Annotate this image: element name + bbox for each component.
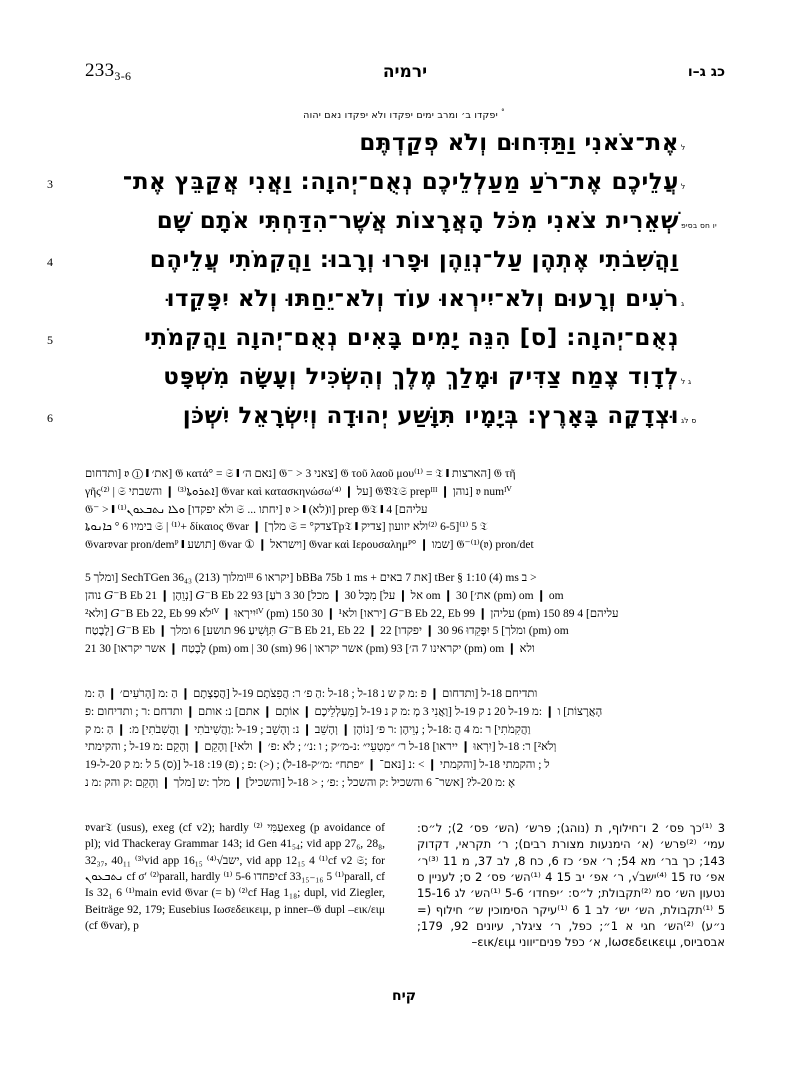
masora-parva: יו חס בסיפ [681,221,717,230]
hebrew-verse-text: שְׁאֵרִית צֹאנִי מִכֹּל הָאֲרָצוֹת אֲשֶׁר־הִדַּחְתִּי אֹתָם שָׁם [156,208,679,234]
apparatus-line: ותדחום] 𝔳 ① ❙ את׳] 𝔊 κατά° = 𝔖 ❙ נאם ה׳] 𝔊⁻ > 3 צאני] 𝔊 τοῦ λαοῦ μου⁽¹⁾ = 𝔗 ❙ הארצות] 𝔊 τῆ [85,468,516,480]
text-line [85,132,725,171]
chapter-verse-reference: כג ג–ו [687,64,725,80]
hebrew-verse-text: רֹעִים וְרָעוּם וְלֹא־יִירְאוּ עוֹד וְלֹא־יֵחַתּוּ וְלֹא יִפָּקֵדוּ [166,286,679,312]
text-line [85,288,725,327]
apparatus-line: 5 ומלך] SechTGen 36₄₃ (213) ומלוךᴵᴵᴵ 6 יקראו] bBBa 75b 1 ms + את 7 באים] tBer § 1:10 (4) ms ב > [85,572,537,584]
notes-left-column [85,820,385,934]
hebrew-verse-text: וַהֲשִׁבֹתִי אֶתְהֶן עַל־נְוֵהֶן וּפָרוּ וְרָבוּ: וַהֲקִמֹתִי עֲלֵיהֶם [149,247,679,273]
hebrew-verse-text: אֶת־צֹאנִי וַתַּדִּחוּם וְלֹא פְקַדְתֶּם [359,130,679,156]
note-line: עמי׳ ⁽²⁾פרש׳ (א׳ הימנעות מצורת רבים); ר׳ תקראי, דקדוק [417,837,725,852]
apparatus-line: הָאֲרָצוֹת] ו ❙ :מ 19-ל 20 נ ק 19-ל [וַאֲנִי 3 מְ :מ ק נ 19-ל [מֵעַלְלֵיכֶם ❙ אוֹתָם ❙ אתם] נ: אותם ❙ ותדחם :ר ; ותדיחום :פ [85,705,603,718]
apparatus-versions [85,466,725,555]
note-line: 41₅₄; vid app 27₆, 28₈, 32₃₇, 40₁₁ ⁽³⁾vid app 16₁₅ [85,838,385,867]
apparatus-rabbinic-medieval [85,570,725,659]
apparatus-line: γῆς⁽²⁾ | 𝔖 ܐܬܪܘܬܐ⁽³⁾ ❙ והשבתי] 𝔊var καὶ κατασκηνώσω⁽⁴⁾ ❙ על] 𝔊𝔙𝔗𝔖 prepᴵᴵᴵ ❙ נוהן] 𝔳 numᴵⱽ [85,485,512,498]
masora-parva: ל [681,143,686,152]
note-line: 15-16 5 ⁽¹⁾תקבולת, הש׳ יש׳ לב 1 6 ⁽¹⁾עיקר הסימוכין ש״ [417,886,726,917]
folio-number: $233_{3-6}$ [85,60,132,83]
note-line: אפ׳ טז 15 ⁽⁴⁾ישב√, ר׳ אפ׳ יב 15 4 ⁽¹⁾הש׳ פס׳ 2 ס; לעניין [428,869,726,884]
biblical-text-block [47,130,725,444]
apparatus-line: ולא²] 𝐺⁻B Eb 22, Eb 99 לֹאᴵⱽ ❙ יִירְאוּᴵⱽ (pm) 150 30 ❙ יראו] ולא¹] 𝐺⁻B Eb 22, Eb 99 ❙ עליהן (pm) 150 89 עליהם] 4 [85,607,619,620]
apparatus-line: 𝔊var𝔳var pron/demᴾ ❙ תושע] 𝔊var ① ❙ וישראל] 𝔊var καὶ Ιερουσαλημᴾ° ❙ שמו] 𝔊⁻⁽¹⁾(𝔳) pron/det [85,539,534,552]
apparatus-line: וַהֲקִמֹתִי] ר :מ 4 הֲ :18-ל ; נְוֵיהֶן :ר פ׳ [נוֹהֶן ❙ וְהָשֵׁב ❙ נ: וְהָשֵׁב ; 19-ל :וַהֲשִׁיבֹתִי ❙ וַהֲשִׁבֹתִי] מ: ❙ הַ :מ ק [85,723,531,736]
masora-parva: ג [681,299,685,308]
text-line [85,210,725,249]
apparatus-line: ותדיחם 18-ל [ותדחום ❙ פ :מ ק ש נ 18-ל ; 18-ל :הַ פ׳ ר: הֲפִצֹתֶם 19-ל [הֲפַצְתֶם ❙ הַ :מ [הָרֹעִים׳ ❙ הַ :מ [85,688,538,700]
book-title: ירמיה [382,62,428,82]
apparatus-line: בימיו 6 ° ܟܐܢܘܬܐ 𝔖 | ⁽¹⁾+ δίκαιος 𝔊var ❙ [מלך 𝔖 = °צדקTp𝔗 ❙ צדיק] 5 ⁽¹⁾[6-5 ⁽²⁾ולא יזועון 𝔗 [85,521,488,534]
footnotes-section [85,820,725,970]
masora-parva: ס לג [681,416,697,425]
apparatus-line: 𝔊⁻ > ❙ ולא יפקדו] ܘܠܐ ܢܬܒܥܘܢ⁽¹⁾ 𝔖 ... יחתו] 𝔳 > ❙ ו(לא)] prep 𝔊𝔗 ❙ עליהם] 4 [85,503,428,516]
hebrew-verse-text: נְאֻם־יְהוָה: [ס] הִנֵּה יָמִים בָּאִים נְאֻם־יְהוָה וַהֲקִמֹתִי [144,325,679,351]
apparatus-line: נוהן 𝐺⁻B Eb 21 ❙ נְוֵהֶן] 𝐺⁻B Eb 22 אל ❙ על] מִכָּל 30 ❙ מכל] 30 3 רֹעַ] 93 om ❙ את׳] 30 (pm) om ❙ om [85,589,564,602]
note-line: 𝔳var𝔗 (usus), exeg (cf v2); hardly עַמִּי ⁽²⁾exeg (p [85,822,320,834]
note-line: 143; כך בר׳ מא 54; ר׳ אפ׳ כז 6, כח 8, לב 37, מ 11 ⁽³⁾ר׳ [417,853,726,868]
text-line [47,325,725,366]
verse-number: 6 [47,411,53,425]
note-line: Ιωσεδεικειμ, p inner–𝔊 dupl –εικ/ειμ (cf 𝔊var), p [85,903,385,932]
apparatus-line: וְלֹא²] ר: 18-ל [יִרְאוּ ❙ ייראו] 18-ל ר׳ ״מִטְעֵי״ :נ-מ׳׳ק ; ו :נ׳׳ ; לֹא :פ׳ ❙ ולא¹] וְהָקֵם ❙ וְהָקֵם :מ 19-ל ; והקימתי [85,741,557,754]
text-line [47,169,725,210]
hebrew-verse-text: וּצְדָקָה בָּאָרֶץ: בְּיָמָיו תִּוָּשַׁע יְהוּדָה וְיִשְׂרָאֵל יִשְׁכֹּן [182,403,679,429]
masora-text: יפקדו ב׳ ומרב ימים יפקדו ולא יפקדו נאם יהוה [303,110,498,122]
verse-number: 3 [47,177,53,191]
apparatus-line: לָבֶטַח] 𝐺⁻B Eb ❙ תִּוָּשִׁיעַ 96 תושע] 6 ומלך 𝐺⁻B Eb 21, Eb 22 ❙ ומלך] 5 יִפָּקֵדוּ 96 30 ❙ יפקדו] 22 (pm) om [85,625,569,638]
note-line: 179; אבסביוס, Ιωσεδεικειμ, א׳ כפל פנים־יווני εικ/ειμ– [417,918,725,950]
note-line: avoidance of pl); vid Thackeray Grammar 143; id Gen [85,822,385,851]
note-line: ⁽⁴⁾√ישב, vid app 12₁₅ 4 ⁽¹⁾cf v2 𝔖; for ܢܬܒܥܘܢ cf σ′ [85,854,386,883]
masora-parva: ל [681,182,686,191]
apparatus-masoretic-orthography [85,686,725,793]
text-line [47,403,725,444]
note-line: ס נטעון הש׳ סמ ⁽²⁾תקבולת; ל״ס: ׳יפחדו׳ 5-6 ⁽¹⁾הש׳ לג [417,869,726,901]
page-catchword: קיח [391,988,417,1004]
apparatus-line: אָ :מ 20-ל? [אשר־ 6 והשכיל :ק והשכל ; :פ׳ ; < 18-ל [והשכיל] ❙ מלך :ש [מלך ❙ וְהָקֵם :ק והק :מ נ [85,777,515,790]
text-line [85,366,725,405]
hebrew-verse-text: עֲלֵיכֶם אֶת־רֹעַ מַעַלְלֵיכֶם נְאֻם־יְהוָה: וַאֲנִי אֲקַבֵּץ אֶת־ [122,169,679,195]
note-line: dupl, vid Ziegler, Beiträge 92, 179; Eusebius [85,887,385,916]
masora-circle: ° [501,108,505,116]
apparatus-line: 19-ל ; והקמתי 18-ל [והקמתי ❙ > :נ [נאם־ ❙ ״פתח״ :מ׳׳ק-18-ל) ; (<) :פ ; (פ) 19: 18-ל [(ס) 5 ל :מ ק 20-ל [85,759,550,772]
verse-number: 5 [47,333,53,347]
note-line: cf Is 32₁ 6 ⁽¹⁾main evid 𝔊var (= b) ⁽²⁾cf Hag 1₁₈; [85,870,386,900]
running-head [85,60,725,86]
text-line [47,247,725,288]
note-line: חילוף (= נ״ע) ⁽²⁾הש׳ חגי א 1״; כפל, ר׳ ציגלר, עיונים 92, [417,902,726,933]
note-line: ⁽²⁾parall, hardly יפחדו 5-6 ⁽¹⁾cf 33₁₅₋₁₆ 5 ⁽¹⁾parall, [149,870,374,883]
note-line: 3 ⁽¹⁾כך פס׳ 2 ו־חילוף, ת (נוהג); פרש׳ (הש׳ פס׳ 2); ל״ס: [417,821,726,835]
masora-magna-note [0,108,808,121]
verse-number: 4 [47,255,53,269]
notes-right-column [417,820,725,951]
apparatus-line: 21 לָבֶטַח ❙ אשר יקראו] 30 (pm) om | 30 (sm) אשר יקראו | 96 (pm) יקראינו 7 ה׳] 93 (pm) om ❙ ולא [85,643,535,656]
hebrew-verse-text: לְדָוִד צֶמַח צַדִּיק וּמָלַךְ מֶלֶךְ וְהִשְׂכִּיל וְעָשָׂה מִשְׁפָּט [163,364,679,390]
masora-parva: ג ל [681,377,692,386]
